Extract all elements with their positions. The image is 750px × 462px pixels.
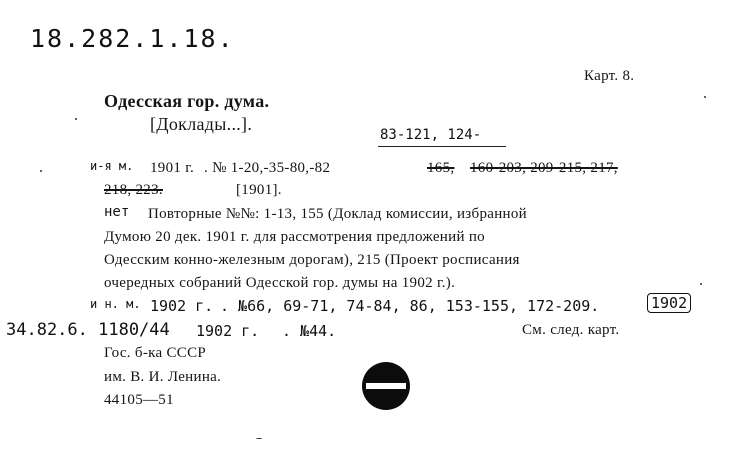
punch-hole-stamp	[362, 362, 410, 410]
holdings-1902-year: 1902 г.	[150, 297, 214, 315]
holdings-1902-issues: . №66, 69-71, 74-84, 86, 153-155, 172-209.	[220, 297, 600, 315]
notes-line-4: очередных собраний Одесской гор. думы на 1902 г.).	[104, 275, 456, 291]
library-code: 44105—51	[104, 392, 174, 408]
card-count: Карт. 8.	[584, 68, 635, 84]
speck	[700, 283, 702, 285]
annotation-underline	[378, 146, 506, 147]
shelf-mark: 34.82.6. 1180/44	[6, 320, 170, 340]
shelf-number: . №44.	[282, 322, 337, 340]
holdings-numbers: . № 1-20,-35-80,-82	[204, 160, 331, 176]
bracket-year: 1902	[647, 293, 691, 313]
notes-line-3: Одесским конно-железным дорогам), 215 (Проект росписания	[104, 252, 520, 268]
speck	[40, 170, 42, 172]
holdings-1902-bracket	[647, 294, 691, 312]
speck	[256, 438, 262, 439]
speck	[704, 96, 706, 98]
holdings-date: [1901].	[236, 182, 282, 198]
holdings-struck-c: 218, 223.	[104, 182, 163, 198]
holdings-year: 1901 г.	[150, 160, 195, 176]
holdings-prefix: и-я м.	[90, 159, 134, 173]
see-next-card: См. след. карт.	[522, 322, 620, 338]
shelf-year: 1902 г.	[196, 322, 260, 340]
stamp-bar	[366, 383, 406, 389]
library-name-2: им. В. И. Ленина.	[104, 369, 222, 385]
notes-line-2: Думою 20 дек. 1901 г. для рассмотрения предложений по	[104, 229, 485, 245]
holdings-struck-a: 165,	[427, 160, 455, 176]
net-mark: нет	[104, 204, 130, 220]
library-name: Гос. б-ка СССР	[104, 345, 207, 361]
subheading: [Доклады...].	[150, 114, 253, 134]
speck	[75, 118, 77, 120]
notes-line-1: Повторные №№: 1-13, 155 (Доклад комиссии, избранной	[148, 206, 527, 222]
holdings-1902-prefix: и н. м.	[90, 297, 141, 311]
call-number: 18.282.1.18.	[30, 24, 235, 53]
holdings-struck-b: 160-203, 209-215, 217,	[470, 160, 618, 176]
heading: Одесская гор. дума.	[104, 91, 270, 111]
issues-annotation: 83-121, 124-	[380, 127, 482, 143]
